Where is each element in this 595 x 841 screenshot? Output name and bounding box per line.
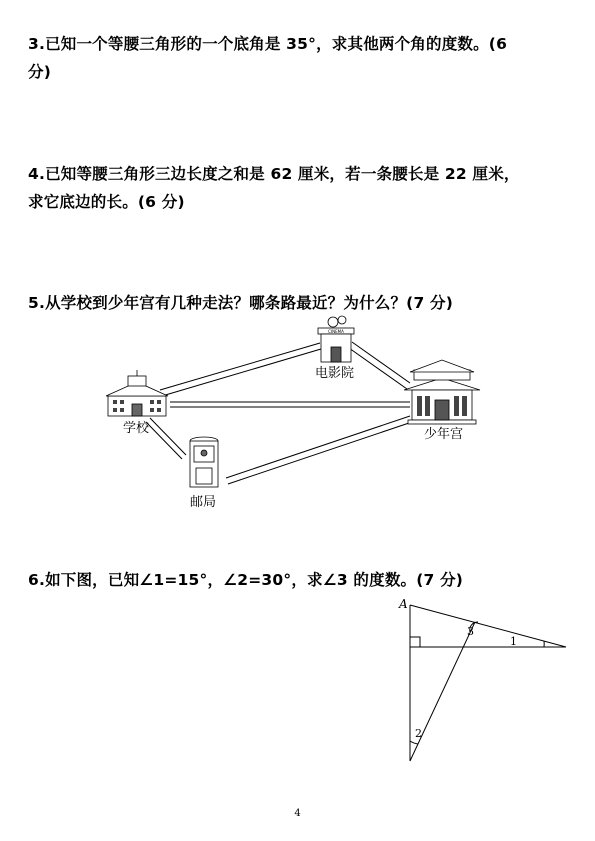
cinema-label: 电影院: [315, 366, 355, 381]
school-label: 学校: [123, 421, 150, 436]
cinema-sign: CINEMA: [328, 329, 344, 334]
question-4-line1: 4.已知等腰三角形三边长度之和是 62 厘米，若一条腰长是 22 厘米，: [28, 165, 520, 183]
page-number: 4: [294, 808, 301, 819]
angle-2-arc: [410, 741, 418, 744]
question-6-line1: 6.如下图，已知∠1=15°，∠2=30°，求∠3 的度数。(7 分): [28, 571, 464, 589]
angle-2-label: 2: [415, 727, 422, 740]
side-top: [410, 605, 566, 647]
right-angle-mark: [410, 637, 420, 647]
vertex-a-label: A: [399, 597, 408, 611]
post-office-label: 邮局: [190, 495, 217, 510]
question-4-line2: 求它底边的长。(6 分): [28, 193, 185, 211]
angle-1-label: 1: [510, 635, 517, 648]
question-3-line2: 分): [28, 63, 51, 81]
angle-3-label: 3: [467, 625, 474, 638]
question-5-line1: 5.从学校到少年宫有几种走法？哪条路最近？为什么？(7 分): [28, 294, 454, 312]
question-3-line1: 3.已知一个等腰三角形的一个底角是 35°，求其他两个角的度数。(6: [28, 35, 508, 53]
youth-palace-label: 少年宫: [424, 427, 464, 442]
